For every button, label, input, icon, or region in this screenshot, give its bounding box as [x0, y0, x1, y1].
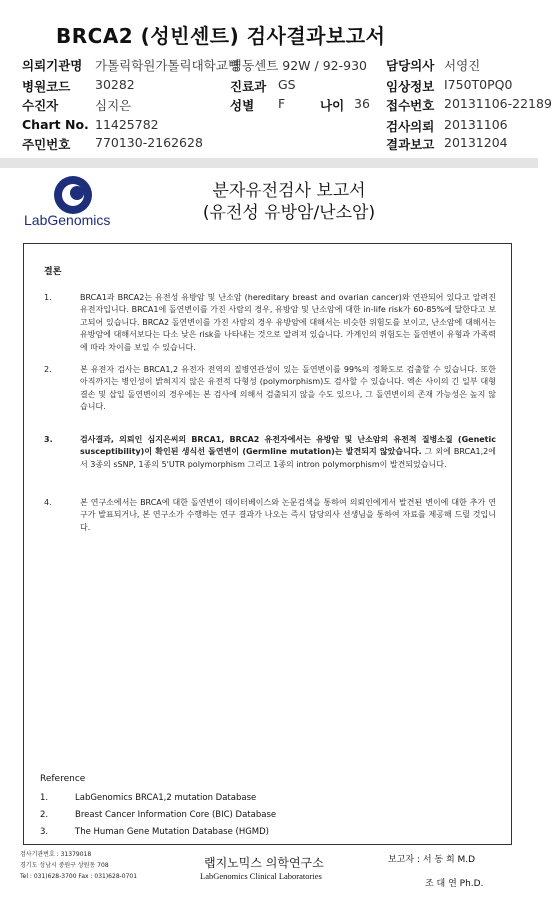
conclusion-heading: 결론 — [44, 267, 62, 277]
field-value: 20131106-22189 — [444, 96, 552, 111]
lab-name-korean: 랩지노믹스 의학연구소 — [204, 856, 324, 870]
item-plain-text: 그 외에 BRCA1,2에서 3종의 sSNP, 1종의 5'UTR polymorphism 그리고 1종의 intron polymorphism이 발견되었습니다. — [80, 447, 496, 469]
reference-text: The Human Gene Mutation Database (HGMD) — [75, 827, 269, 837]
field-label: 결과보고 — [386, 137, 435, 152]
reference-heading: Reference — [40, 774, 86, 784]
item-text — [80, 434, 496, 471]
field-value: 가톨릭학원가톨릭대학교병 — [95, 58, 240, 73]
field-label: 담당의사 — [386, 58, 435, 73]
lab-address: 경기도 성남시 중원구 상원동 708 — [20, 862, 109, 869]
field-label: 수진자 — [22, 98, 59, 113]
section-divider — [0, 158, 538, 168]
report-title: BRCA2 (성빈센트) 검사결과보고서 — [56, 24, 386, 48]
item-text: BRCA1과 BRCA2는 유전성 유방암 및 난소암 (hereditary breast and ovarian cancer)와 연관되어 있다고 알려진 유전자입니다. BRCA1에 돌연변이를 가진 사람의 경우, 유방암 및 난소암에 대한 in-life risk가 60-85%에 달한다고 보고되어 있습니다. BRCA2 돌연변이를 가진 사람의 경우 유방암에 대해서는 비슷한 위험도를 보이고, 난소암에 대해서는 유방암에 대해서보다는 다소 낮은 risk를 나타내는 것으로 알려져 있습니다. 가계인의 위험도는 돌연변이 유형과 가족력에 따라 차이를 보일 수 있습니다. — [80, 293, 496, 352]
conclusion-item — [44, 497, 496, 543]
field-label: 주민번호 — [22, 137, 71, 152]
field-label: 성별 — [230, 98, 255, 113]
reference-number: 2. — [40, 810, 49, 820]
field-value: 심지은 — [95, 98, 132, 113]
field-label: 나이 — [320, 98, 345, 113]
reference-item — [40, 793, 257, 803]
lab-license-number: 검사기관번호 : 31379018 — [20, 851, 92, 858]
reference-item — [40, 810, 277, 820]
lab-contact: Tel : 031)628-3700 Fax : 031)628-0701 — [20, 873, 138, 880]
field-value: 11425782 — [95, 117, 159, 132]
field-label: Chart No. — [22, 117, 89, 132]
conclusion-item — [44, 434, 496, 492]
item-bold-text: 검사결과, 의뢰인 심지은씨의 BRCA1, BRCA2 유전자에서는 유방암 및 난소암의 유전적 질병소질 (Genetic susceptibility)이 확인된 생식선 돌연변이 (Germline mutation)는 발견되지 않았습니다. — [80, 435, 496, 457]
reporter-name: 보고자 : 서 동 희 M.D — [388, 855, 476, 865]
item-number: 4. — [44, 498, 52, 507]
field-value: 서영진 — [444, 58, 481, 73]
conclusion-item — [44, 364, 496, 422]
field-value: 30282 — [95, 77, 135, 92]
report-heading: 분자유전검사 보고서 — [212, 181, 366, 201]
logo-text: LabGenomics — [24, 212, 111, 228]
item-text: 본 연구소에서는 BRCA에 대한 돌연변이 데이터베이스와 논문검색을 통하여 의뢰인에게서 발견된 변이에 대한 추가 연구가 발표되거나, 본 연구소가 수행하는 연구 결과가 나오는 즉시 담당의사 선생님을 통하여 자료를 제공해 드릴 것입니다. — [80, 498, 496, 532]
reference-number: 3. — [40, 827, 49, 837]
field-label: 임상정보 — [386, 79, 435, 94]
report-subheading: (유전성 유방암/난소암) — [202, 203, 376, 223]
field-value: F — [278, 96, 286, 111]
field-value: I750T0PQ0 — [444, 77, 513, 92]
reference-item — [40, 827, 269, 837]
results-box — [23, 243, 512, 845]
field-value: 병동센트 92W / 92-930 — [230, 58, 367, 73]
field-value: 36 — [354, 96, 370, 111]
reference-text: Breast Cancer Information Core (BIC) Database — [75, 810, 277, 820]
item-number: 2. — [44, 365, 52, 374]
reference-number: 1. — [40, 793, 49, 803]
field-value: GS — [278, 77, 296, 92]
report-header — [0, 0, 552, 158]
reference-text: LabGenomics BRCA1,2 mutation Database — [75, 793, 257, 803]
field-value: 20131204 — [444, 135, 508, 150]
field-label: 병원코드 — [22, 79, 71, 94]
conclusion-item — [44, 292, 496, 362]
field-label: 의뢰기관명 — [22, 58, 83, 73]
lab-name-english: LabGenomics Clinical Laboratories — [200, 871, 322, 881]
item-number: 3. — [44, 435, 53, 444]
field-value: 770130-2162628 — [95, 135, 203, 150]
field-label: 접수번호 — [386, 98, 435, 113]
director-name: 조 대 연 Ph.D. — [425, 879, 484, 889]
field-value: 20131106 — [444, 117, 508, 132]
field-label: 진료과 — [230, 79, 267, 94]
item-text: 본 유전자 검사는 BRCA1,2 유전자 전역의 질병연관성이 있는 돌연변이를 99%의 정확도로 검출할 수 있습니다. 또한 아직까지는 병인성이 밝혀지지 않은 유전적 다형성 (polymorphism)도 검사할 수 있습니다. 엑손 사이의 긴 일부 대형 결손 및 삽입 돌연변이의 경우에는 본 검사에 의해서 검출되지 않을 수도 있으나, 그 돌연변이의 존재 가능성은 높지 않습니다. — [80, 365, 496, 412]
report-page — [0, 168, 538, 904]
item-number: 1. — [44, 293, 52, 302]
field-label: 검사의뢰 — [386, 119, 435, 134]
